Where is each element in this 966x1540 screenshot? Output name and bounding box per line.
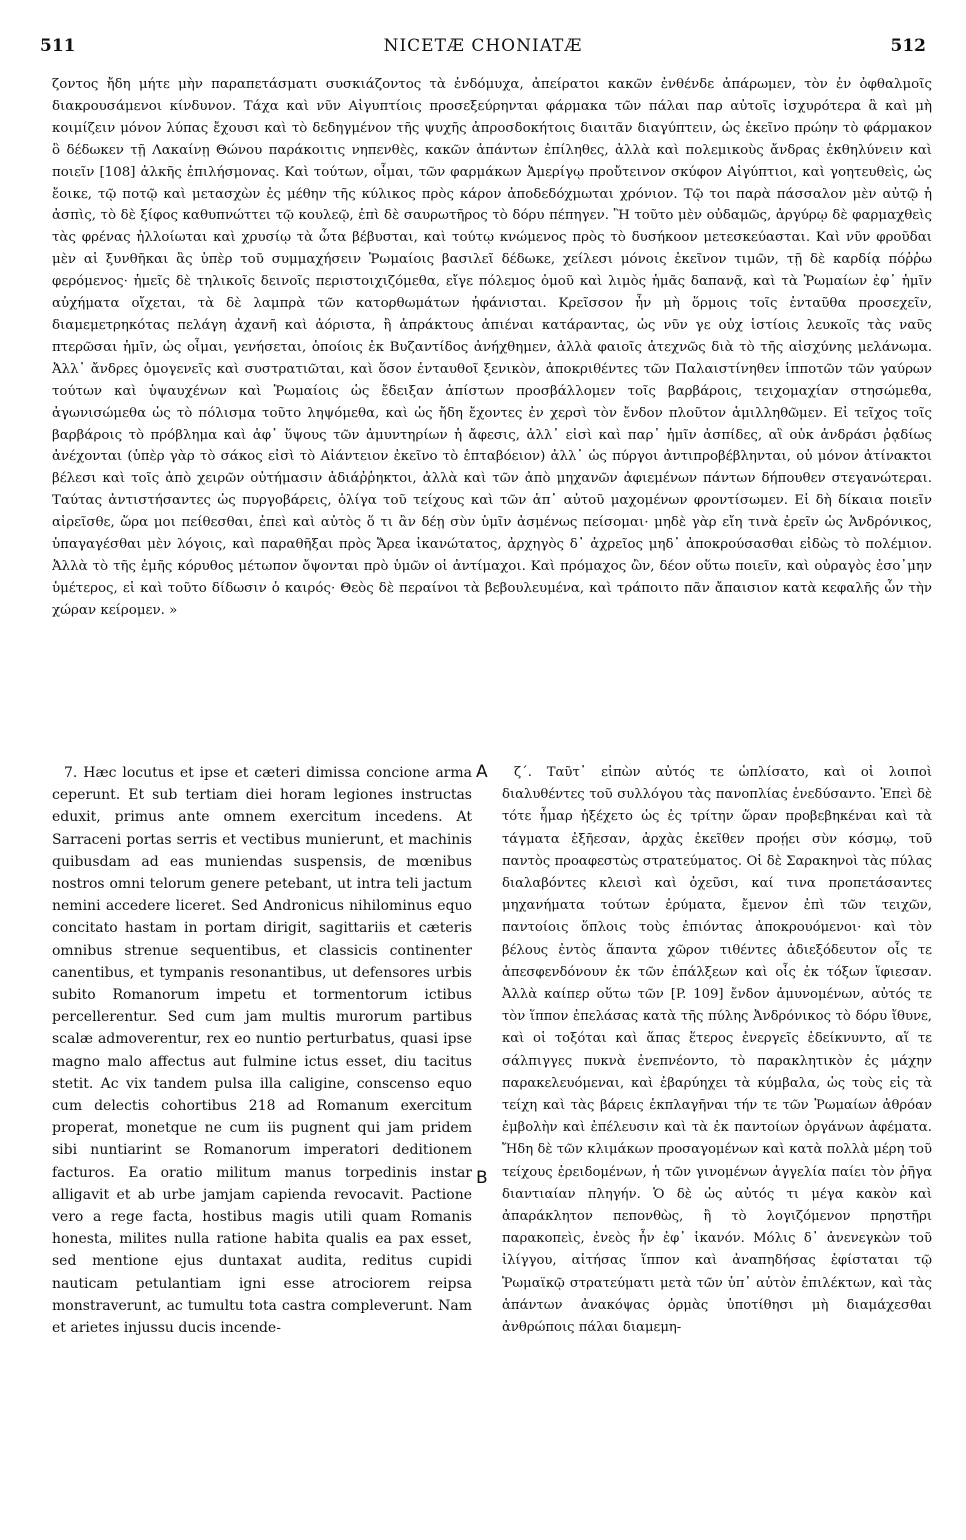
greek-full-width-text [52, 74, 932, 622]
page-number-left: 511 [40, 36, 76, 56]
running-header [40, 36, 926, 64]
latin-paragraph: 7. Hæc locutus et ipse et cæteri dimissa concione arma ceperunt. Et sub tertiam diei horam legiones instructas eduxit, primus ante omnem exercitum incedens. At Sarraceni portas serris et vectibus munierunt, et machinis quibusdam ad eas muniendas suspensis, de mœnibus nostros omni telorum genere petebant, ut intra teli jactum nemini accedere liceret. Sed Andronicus nihilominus equo concitato hastam in portam dirigit, sagittariis et cæteris omnibus strenue sequentibus, et classicis continenter canentibus, et tympanis resonantibus, ut defensores urbis subito Romanorum impetu et tormentorum ictibus percellerentur. Sed cum jam multis murorum partibus scalæ admoverentur, rex eo nuntio perturbatus, quasi ipse magno malo affectus aut fulmine ictus esset, diu tacitus stetit. Ac vix tandem pulsa illa caligine, conscenso equo cum delectis cohortibus 218 ad Romanum exercitum properat, monetque ne cum iis pugnent qui jam pridem sibi nuntiarint se Romanorum imperatori deditionem facturos. Ea oratio militum manus torpedinis instar alligavit et ab urbe jamjam capienda revocavit. Pactione vero a rege facta, hostibus magis utili quam Romanis honesta, milites nulla ratione habita qualis ea pax esset, sed mentione ejus duntaxat audita, reditus cupidi nauticam petulantiam igni esse atrociorem reipsa monstraverunt, ac tumultu tota castra compleverunt. Nam et arietes injussu ducis incende- [52, 765, 472, 1337]
latin-column [52, 762, 472, 1339]
greek-column [502, 762, 932, 1339]
column-marker-a: A [476, 762, 488, 782]
page-number-right: 512 [890, 36, 926, 56]
greek-paragraph: ζοντος ἤδη μήτε μὴν παραπετάσματι συσκιάζοντος τὰ ἐνδόμυχα, ἀπείρατοι κακῶν ἐνθένδε ἀπάρωμεν, τὸν ἐν ὀφθαλμοῖς διακρουσάμενοι κίνδυνον. Τάχα καὶ νῦν Αἰγυπτίοις προσεξεύρηνται φάρμακα τῶν πάλαι παρ αὐτοῖς ἰσχυρότερα ἃ καὶ μὴ κοιμίζειν μόνον λύπας ἔχουσι καὶ τὸ δεδηγμένον τῆς ψυχῆς ἀπροσδοκήτοις διαιτᾶν διαγύπτειν, ὡς ἐκεῖνο πρώην τὸ φάρμακον ὃ δέδωκεν τῇ Λακαίνῃ Θώνου παράκοιτις νηπενθὲς, κακῶν ἁπάντων ἐπίληθες, ἀλλὰ καὶ πολεμικοὺς ἄνδρας ἐκθηλύνειν καὶ ποιεῖν [108] ἀλκῆς ἐπιλήσμονας. Καὶ τούτων, οἶμαι, τῶν φαρμάκων Ἀμερίγῳ προὔτεινον σκύφον Αἰγύπτιοι, καὶ γοητευθεὶς, ὡς ἔοικε, τῷ ποτῷ καὶ μετασχὼν ἐς μέθην τῆς κύλικος πρὸς κάρον ἀποδεδόχμωται χρόνιον. Τῷ τοι παρὰ πάσσαλον μὲν αὐτῷ ἡ ἀσπὶς, τὸ δὲ ξίφος καθυπνώττει τῷ κουλεῷ, ἐπὶ δὲ σαυρωτῆρος τὸ δόρυ πέπηγεν. Ἢ τοῦτο μὲν οὐδαμῶς, ἀργύρῳ δὲ φαρμαχθεὶς τὰς φρένας ἠλλοίωται καὶ χρυσίῳ τὰ ὦτα βέβυσται, καὶ τούτῳ κνώμενος πρὸς τὸ δυσήκοον μετεσκεύασται. Καὶ νῦν φροῦδαι μὲν αἱ ξυνθῆκαι ἃς ὑπὲρ τοῦ συμμαχήσειν Ῥωμαίοις βασιλεῖ δέδωκε, χείλεσι μόνοις ἐκεῖνον τιμῶν, τῇ δὲ καρδίᾳ πόῤῥω φερόμενος· ἡμεῖς δὲ τηλικοῖς δεινοῖς περιστοιχιζόμεθα, εἴγε πόλεμος ὁμοῦ καὶ λιμὸς ἡμᾶς δαπανᾷ, καὶ τὰ Ῥωμαίων ἐφ᾽ ἡμῖν αὐχήματα οἴχεται, τὰ δὲ λαμπρὰ τῶν κατορθωμάτων ἠφάνισται. Κρεῖσσον ἦν μὴ ὅρμοις τοῖς ἐνταῦθα προσεχεῖν, διαμεμετρηκότας πελάγη ἀχανῆ καὶ ἀόριστα, ἢ ἀπράκτους ἀπιέναι κατάραντας, ὡς νῦν γε οὐχ ἱστίοις λευκοῖς τὰς ναῦς πτερῶσαι ἡμῖν, ὡς οἶμαι, γενήσεται, ὁποίοις ἐκ Βυζαντίδος ἀνήχθημεν, ἀλλὰ φαιοῖς ἀτεχνῶς διὰ τὸ τῆς αἰσχύνης μελάνωμα. Ἀλλ᾽ ἄνδρες ὁμογενεῖς καὶ συστρατιῶται, καὶ ὅσον ἐνταυθοῖ ξενικὸν, ἀποκριθέντες τῶν Παλαιστίνηθεν ἱπποτῶν τῶν γαύρων τούτων καὶ ὑψαυχένων καὶ Ῥωμαίοις ὡς ἔδειξαν ἀπίστων προσβάλλομεν τοῖς βαρβάροις, τειχομαχίαν στησώμεθα, ἀγωνισώμεθα ὡς τὸ πόλισμα τοῦτο ληψόμεθα, καὶ ὡς ἤδη ἔχοντες ἐν χερσὶ τὸν ἔνδον πλοῦτον ἁμιλληθῶμεν. Εἰ τεῖχος τοῖς βαρβάροις τὸ πρόβλημα καὶ ἀφ᾽ ὕψους τῶν ἀμυντηρίων ἡ ἄφεσις, ἀλλ᾽ εἰσὶ καὶ παρ᾽ ἡμῖν ἀσπίδες, αἳ οὐκ ἀνδράσι ῥᾳδίως ἀνέχονται (ὑπὲρ γὰρ τὸ σάκος εἰσὶ τὸ Αἰάντειον ἐκεῖνο τὸ ἑπταβόειον) ἀλλ᾽ ὡς πύργοι ἀντιπροβέβληνται, οὐ μόνον ἀτίνακτοι βέλεσι καὶ τοῖς ἀπὸ χειρῶν οὐτήμασιν ἀδιάῤῥηκτοι, ἀλλὰ καὶ τῶν ἀπὸ μηχανῶν ἀφιεμένων πάντων δήπουθεν στεγανώτεραι. Ταύτας ἀντιστήσαντες ὡς πυργοβάρεις, ὀλίγα τοῦ τείχους καὶ τῶν ἀπ᾽ αὐτοῦ μαχομένων φροντίσωμεν. Εἰ δὴ δίκαια ποιεῖν αἱρεῖσθε, ὥρα μοι πείθεσθαι, ἐπεὶ καὶ αὐτὸς ὅ τι ἂν δέῃ σὺν ὑμῖν ἀσμένως πείσομαι· μηδὲ γὰρ εἴη τινὰ ἐρεῖν ὡς Ἀνδρόνικος, ὑπαγαγέσθαι μὲν λόγοις, καὶ παραθῆξαι πρὸς Ἄρεα ἱκανώτατος, ἀρχηγὸς δ᾽ ἀχρεῖος μηδ᾽ ἀποκρούσασθαι εἰδὼς τὸ πολέμιον. Ἀλλὰ τὸ τῆς ἐμῆς κόρυθος μέτωπον ὄψονται πρὸ ὑμῶν οἱ ἀντίμαχοι. Καὶ πρόμαχος ὢν, δέον οὕτω ποιεῖν, καὶ οὐραγὸς ἐσο᾽μην ὑμέτερος, εἰ καὶ τοῦτο δίδωσιν ὁ καιρός· Θεὸς δὲ περαίνοι τὰ βεβουλευμένα, καὶ τράποιτο πᾶν ἄπαισιον κατὰ κεφαλῆς ὧν τὴν χώραν κείρομεν. » [52, 77, 932, 618]
greek-column-paragraph: ζ΄. Ταῦτ᾽ εἰπὼν αὐτός τε ὡπλίσατο, καὶ οἱ λοιποὶ διαλυθέντες τοῦ συλλόγου τὰς πανοπλίας ἐνεδύσαντο. Ἐπεὶ δὲ τότε ἦμαρ ἠξέχετο ὡς ἐς τρίτην ὥραν προβεβηκέναι καὶ τὰ τάγματα ἐξῆεσαν, ἀρχὰς ἐκεῖθεν προῄει σὺν κόσμῳ, τοῦ παντὸς προαφεστὼς στρατεύματος. Οἱ δὲ Σαρακηνοὶ τὰς πύλας διαλαβόντες κλεισὶ καὶ ὀχεῦσι, καί τινα προπετάσαντες μηχανήματα τούτων ἐρύματα, ἔμενον ἐπὶ τῶν τειχῶν, παντοίοις ὅπλοις τοὺς ἐπιόντας ἀποκρουόμενοι· καὶ τὸν βέλους ἐντὸς ἅπαντα χῶρον τιθέντες ἀδιεξόδευτον οἷς τε ἀπεσφενδόνουν ἐκ τῶν ἐπάλξεων καὶ οἷς ἐκ τόξων ἵφιεσαν. Ἀλλὰ καίπερ οὕτω τῶν [P. 109] ἔνδον ἀμυνομένων, αὐτός τε τὸν ἵππον ἐπελάσας κατὰ τῆς πύλης Ἀνδρόνικος τὸ δόρυ ἴθυνε, καὶ οἱ τοξόται καὶ ἅπας ἕτερος ἐνεργεῖς ἐδείκνυντο, αἵ τε σάλπιγγες πυκνὰ ἐνεπνέοντο, τὸ παρακλητικὸν ἐς μάχην παρακελευόμεναι, καὶ ἐβαρύηχει τὰ κύμβαλα, ὡς τοὺς εἰς τὰ τείχη καὶ τὰς βάρεις ἐκπλαγῆναι τήν τε τῶν Ῥωμαίων ἀθρόαν ἐμβολὴν καὶ ἐπέλευσιν καὶ τὰ ἐκ παντοίων ὀργάνων ἀφέματα. Ἤδη δὲ τῶν κλιμάκων προσαγομένων καὶ κατὰ πολλὰ μέρη τοῦ τείχους ἐρειδομένων, ἡ τῶν γινομένων ἀγγελία παίει τὸν ῥῆγα διαντιαίαν πληγήν. Ὁ δὲ ὡς αὐτός τι μέγα κακὸν καὶ ἀπαράκλητον πεπονθὼς, ἢ τὸ λογιζόμενον πρηστῆρι παρακοπεὶς, ἐνεὸς ἦν ἐφ᾽ ἱκανόν. Μόλις δ᾽ ἀνενεγκὼν τοῦ ἰλίγγου, αἰτήσας ἵππον καὶ ἀναπηδήσας ἐφίσταται τῷ Ῥωμαϊκῷ στρατεύματι μετὰ τῶν ὑπ᾽ αὐτὸν ἐπιλέκτων, καὶ τὰς ἁπάντων ἀνακόψας ὁρμὰς ὑποτίθησι μὴ διαμάχεσθαι ἀνθρώποις πάλαι διαμεμη- [502, 765, 932, 1336]
running-title: NICETÆ CHONIATÆ [383, 36, 583, 56]
column-marker-b: B [476, 1168, 488, 1188]
